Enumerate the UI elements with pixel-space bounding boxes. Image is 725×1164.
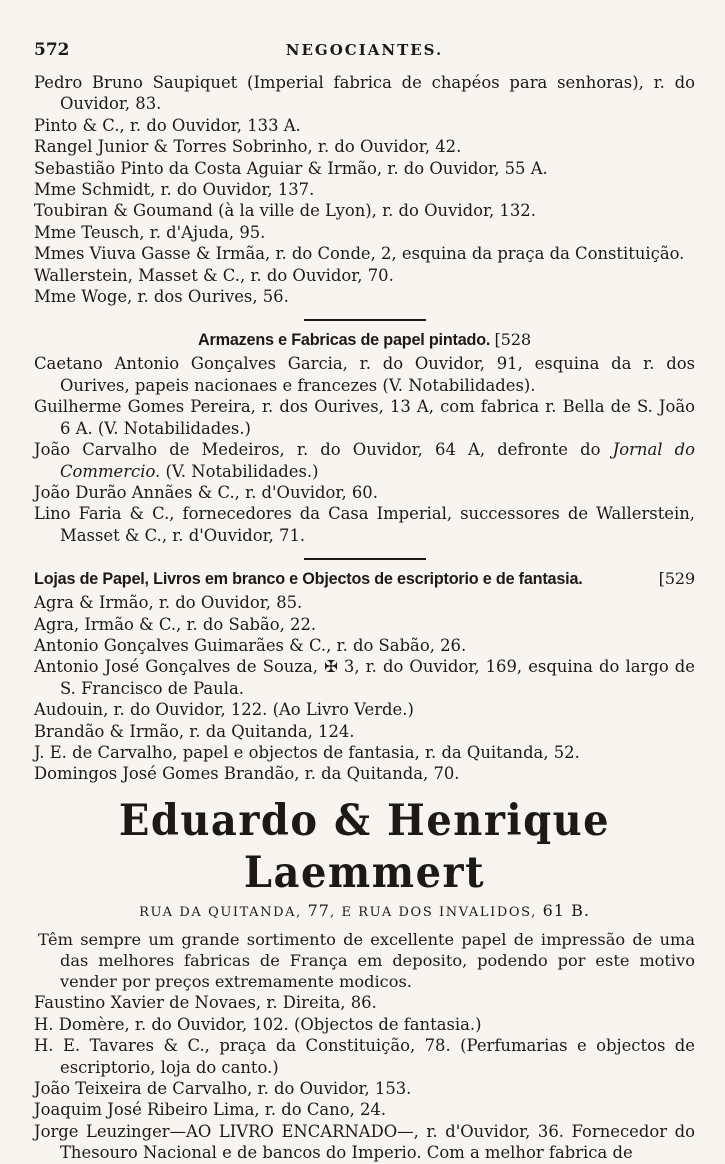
list-item: Domingos José Gomes Brandão, r. da Quitanda, 70. — [34, 764, 460, 784]
advertiser-address — [34, 901, 695, 923]
list-item: Pinto & C., r. do Ouvidor, 133 A. — [34, 115, 301, 135]
page-header — [34, 40, 695, 66]
list-item: Mmes Viuva Gasse & Irmãa, r. do Conde, 2, esquina da praça da Constituição. — [34, 244, 685, 264]
entry-text: João Carvalho de Medeiros, r. do Ouvidor, 64 A, defronte do — [34, 440, 601, 460]
list-item: Joaquim José Ribeiro Lima, r. do Cano, 24. — [34, 1100, 387, 1120]
list-item: Antonio Gonçalves Guimarães & C., r. do Sabão, 26. — [34, 635, 467, 655]
list-item: Rangel Junior & Torres Sobrinho, r. do Ouvidor, 42. — [34, 137, 462, 157]
address-part: , E RUA DOS INVALIDOS, — [329, 904, 543, 920]
list-item: Sebastião Pinto da Costa Aguiar & Irmão, r. do Ouvidor, 55 A. — [34, 158, 548, 178]
list-item: Lino Faria & C., fornecedores da Casa Imperial, successores de Wallerstein, Masset & C., r. d'Ouvidor, 71. — [34, 504, 695, 545]
list-item: J. E. de Carvalho, papel e objectos de fantasia, r. da Quitanda, 52. — [34, 742, 580, 762]
list-item: Wallerstein, Masset & C., r. do Ouvidor, 70. — [34, 265, 394, 285]
list-item: Brandão & Irmão, r. da Quitanda, 124. — [34, 721, 355, 741]
page-content — [34, 72, 695, 1164]
section-heading — [34, 329, 695, 351]
section-heading — [34, 568, 695, 590]
address-part: RUA DA QUITANDA, — [139, 904, 308, 920]
list-item: Jorge Leuzinger—AO LIVRO ENCARNADO—, r. d'Ouvidor, 36. Fornecedor do Thesouro Nacional e de bancos do Imperio. Com a melhor fabrica de — [34, 1121, 695, 1163]
address-number: 61 B. — [542, 900, 590, 920]
list-item: H. Domère, r. do Ouvidor, 102. (Objectos de fantasia.) — [34, 1014, 482, 1034]
list-item: Mme Schmidt, r. do Ouvidor, 137. — [34, 180, 315, 200]
list-item: Mme Woge, r. dos Ourives, 56. — [34, 287, 289, 307]
list-item — [34, 439, 695, 482]
section-divider — [304, 319, 426, 321]
list-item: Antonio José Gonçalves de Souza, ✠ 3, r. do Ouvidor, 169, esquina do largo de S. Francisco de Paula. — [34, 657, 695, 698]
advertiser-name: Eduardo & Henrique Laemmert — [118, 794, 611, 898]
running-title: NEGOCIANTES. — [285, 41, 444, 59]
section-number: [528 — [494, 330, 531, 350]
list-item: H. E. Tavares & C., praça da Constituição, 78. (Perfumarias e objectos de escriptorio, loja do canto.) — [34, 1036, 695, 1077]
list-item: Agra & Irmão, r. do Ouvidor, 85. — [34, 593, 303, 613]
hats-section — [34, 72, 695, 307]
advertisement-text: Têm sempre um grande sortimento de excellente papel de impressão de uma das melhores fabricas de França em deposito, podendo por este motivo vender por preços extremamente modicos. — [38, 929, 695, 992]
address-number: 77 — [307, 900, 330, 920]
stationery-section — [34, 568, 695, 1164]
list-item: Agra, Irmão & C., r. do Sabão, 22. — [34, 614, 317, 634]
list-item: Caetano Antonio Gonçalves Garcia, r. do Ouvidor, 91, esquina da r. dos Ourives, papeis nacionaes e francezes (V. Notabilidades). — [34, 354, 695, 395]
paper-section — [34, 329, 695, 546]
list-item: Faustino Xavier de Novaes, r. Direita, 86. — [34, 993, 377, 1013]
list-item: João Durão Annães & C., r. d'Ouvidor, 60. — [34, 482, 378, 502]
page-number: 572 — [34, 40, 70, 60]
entry-note: (V. Notabilidades.) — [165, 461, 319, 481]
section-title: Lojas de Papel, Livros em branco e Objectos de escriptorio e de fantasia. — [34, 570, 583, 589]
section-number: [529 — [658, 569, 695, 589]
list-item: Pedro Bruno Saupiquet (Imperial fabrica de chapéos para senhoras), r. do Ouvidor, 83. — [34, 73, 695, 114]
list-item: João Teixeira de Carvalho, r. do Ouvidor, 153. — [34, 1079, 412, 1099]
section-divider — [304, 558, 426, 560]
list-item: Mme Teusch, r. d'Ajuda, 95. — [34, 222, 266, 242]
list-item: Toubiran & Goumand (à la ville de Lyon), r. do Ouvidor, 132. — [34, 201, 536, 221]
list-item: Guilherme Gomes Pereira, r. dos Ourives, 13 A, com fabrica r. Bella de S. João 6 A. (V. Notabilidades.) — [34, 397, 695, 438]
newspaper-title: Jornal do Commercio. — [60, 440, 695, 481]
advertisement — [34, 794, 695, 993]
list-item: Audouin, r. do Ouvidor, 122. (Ao Livro Verde.) — [34, 700, 414, 720]
section-title: Armazens e Fabricas de papel pintado. — [198, 331, 491, 350]
